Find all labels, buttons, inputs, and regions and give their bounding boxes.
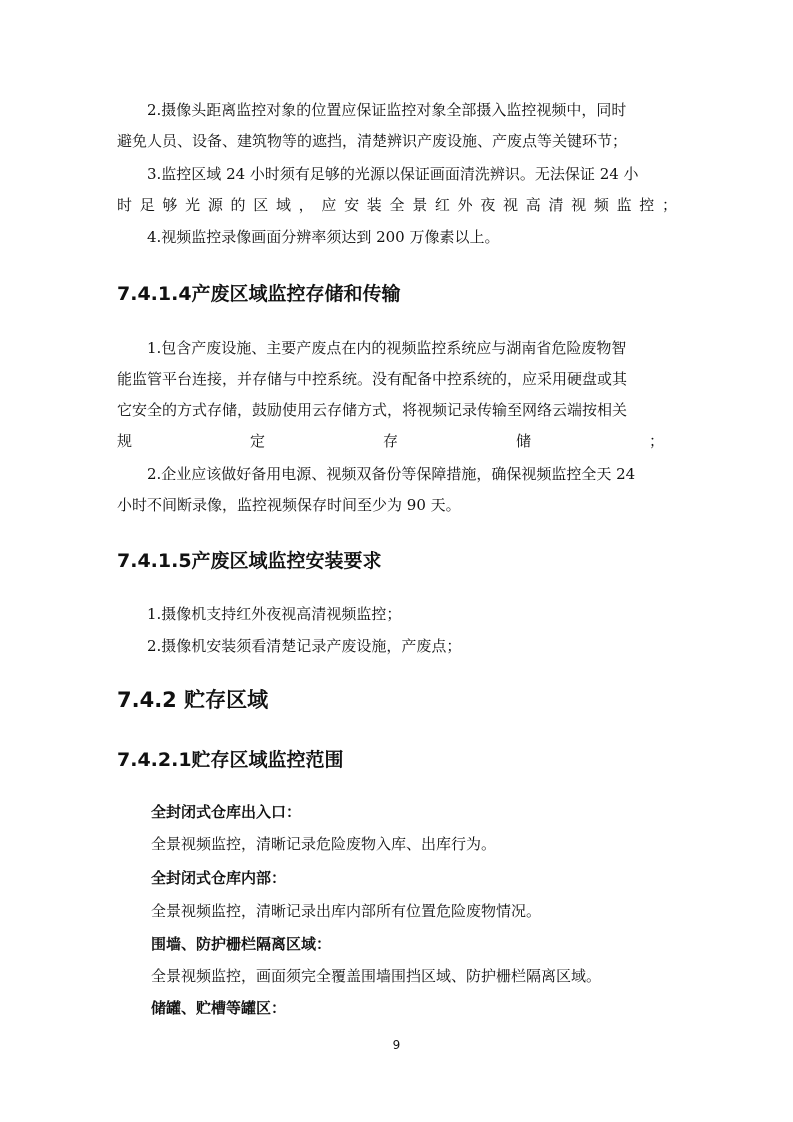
paragraph-line: 4.视频监控录像画面分辨率须达到 200 万像素以上。 bbox=[147, 228, 500, 246]
paragraph-resolution bbox=[117, 222, 677, 253]
section-heading-742: 7.4.2 贮存区域 bbox=[117, 688, 269, 712]
section-heading-7415: 7.4.1.5产废区域监控安装要求 bbox=[117, 550, 382, 572]
paragraph-line: 时足够光源的区域，应安装全景红外夜视高清视频监控； bbox=[117, 196, 677, 214]
paragraph-line: 2.摄像机安装须看清楚记录产废设施，产废点； bbox=[147, 637, 462, 655]
paragraph-line: 1.摄像机支持红外夜视高清视频监控； bbox=[147, 605, 402, 623]
paragraph-line: 2.企业应该做好备用电源、视频双备份等保障措施，确保视频监控全天 24 bbox=[147, 465, 636, 483]
paragraph-camera-distance bbox=[117, 95, 677, 157]
paragraph-line: 3.监控区域 24 小时须有足够的光源以保证画面清洗辨识。无法保证 24 小 bbox=[147, 165, 639, 183]
item-label-warehouse-entrance: 全封闭式仓库出入口： bbox=[151, 803, 302, 821]
paragraph-infrared bbox=[117, 599, 677, 630]
item-label-warehouse-interior: 全封闭式仓库内部： bbox=[151, 869, 287, 887]
paragraph-line: 小时不间断录像，监控视频保存时间至少为 90 天。 bbox=[117, 496, 461, 514]
paragraph-backup bbox=[117, 459, 677, 521]
paragraph-line: 能监管平台连接，并存储与中控系统。没有配备中控系统的，应采用硬盘或其 bbox=[117, 370, 628, 388]
paragraph-install bbox=[117, 631, 677, 662]
paragraph-line-spread bbox=[117, 426, 783, 457]
section-heading-7421: 7.4.2.1贮存区域监控范围 bbox=[117, 749, 344, 771]
item-label-tank-area: 储罐、贮槽等罐区： bbox=[151, 999, 287, 1017]
paragraph-line: 2.摄像头距离监控对象的位置应保证监控对象全部摄入监控视频中，同时 bbox=[147, 101, 627, 119]
page-number: 9 bbox=[392, 1038, 401, 1052]
paragraph-line: 1.包含产废设施、主要产废点在内的视频监控系统应与湖南省危险废物智 bbox=[147, 339, 627, 357]
item-text-warehouse-entrance: 全景视频监控，清晰记录危险废物入库、出库行为。 bbox=[151, 835, 497, 853]
item-label-fence-area: 围墙、防护栅栏隔离区域： bbox=[151, 935, 332, 953]
paragraph-lighting bbox=[117, 159, 677, 221]
item-text-fence-area: 全景视频监控，画面须完全覆盖围墙围挡区域、防护栅栏隔离区域。 bbox=[151, 967, 602, 985]
paragraph-line: 它安全的方式存储，鼓励使用云存储方式，将视频记录传输至网络云端按相关 bbox=[117, 401, 628, 419]
section-heading-7414: 7.4.1.4产废区域监控存储和传输 bbox=[117, 283, 401, 305]
paragraph-line: 避免人员、设备、建筑物等的遮挡，清楚辨识产废设施、产废点等关键环节； bbox=[117, 132, 628, 150]
paragraph-storage bbox=[117, 333, 783, 457]
spread-text: 规定存储； bbox=[117, 432, 783, 450]
item-text-warehouse-interior: 全景视频监控，清晰记录出库内部所有位置危险废物情况。 bbox=[151, 902, 542, 920]
